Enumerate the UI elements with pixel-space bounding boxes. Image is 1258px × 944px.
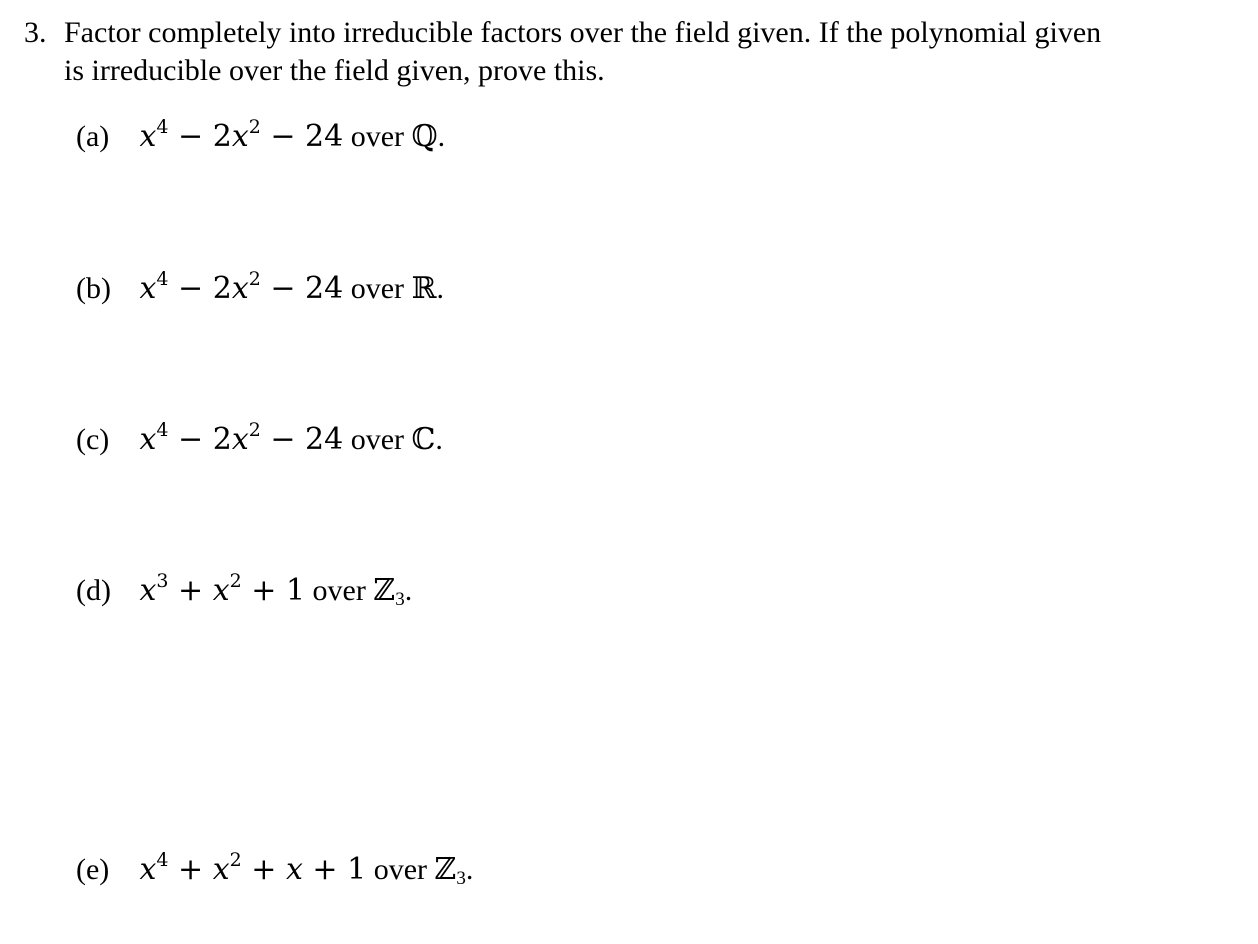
part-e-polynomial: $x^4 + x^2 + x + 1$ [139, 849, 367, 887]
part-e-period: . [465, 853, 474, 886]
part-e-field: ℤ [434, 852, 457, 887]
part-b-polynomial: $x^4 - 2x^2 - 24$ [139, 268, 344, 306]
part-b-field: ℝ [411, 271, 437, 306]
part-c-over: over [350, 423, 405, 456]
part-b [76, 270, 444, 308]
part-a-polynomial: $x^4 - 2x^2 - 24$ [139, 116, 344, 154]
problem-number: 3. [24, 16, 47, 49]
part-a-over: over [350, 120, 405, 153]
part-e-field-subscript: 3 [456, 868, 466, 889]
part-c-label: (c) [76, 423, 110, 456]
part-d-label: (d) [76, 574, 111, 607]
part-a-label: (a) [76, 120, 110, 153]
part-b-label: (b) [76, 272, 111, 305]
part-c-polynomial: $x^4 - 2x^2 - 24$ [139, 419, 344, 457]
part-d [76, 572, 412, 610]
part-a-period: . [437, 120, 446, 153]
problem-prompt-line-2: is irreducible over the field given, prove this. [64, 54, 605, 87]
part-d-polynomial: $x^3 + x^2 + 1$ [139, 570, 306, 608]
part-b-period: . [436, 272, 444, 305]
problem-prompt-line-1: Factor completely into irreducible factors over the field given. If the polynomial given [64, 16, 1102, 49]
part-a-field: ℚ [411, 119, 438, 154]
part-d-field-subscript: 3 [395, 589, 405, 610]
part-d-period: . [404, 574, 413, 607]
part-c-field: ℂ [411, 422, 436, 457]
part-d-field: ℤ [373, 573, 396, 608]
part-a [76, 118, 445, 156]
part-c-period: . [435, 423, 443, 456]
part-c [76, 421, 443, 459]
part-e [76, 851, 473, 889]
part-b-over: over [350, 272, 405, 305]
problem-prompt [64, 14, 1244, 90]
part-e-label: (e) [76, 853, 110, 886]
part-d-over: over [312, 574, 366, 607]
part-e-over: over [373, 853, 427, 886]
